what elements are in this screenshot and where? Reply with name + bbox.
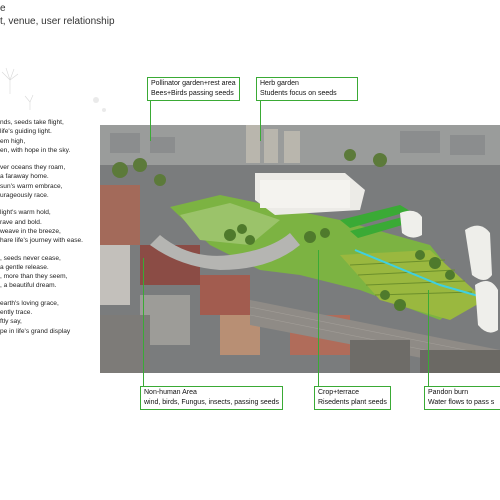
leader-line (428, 290, 429, 386)
header-line-2: t, venue, user relationship (0, 16, 115, 27)
poem-line: life's guiding light. (0, 128, 52, 136)
poem-line: , more than they seem, (0, 273, 68, 281)
leader-line (150, 101, 151, 141)
callout-herb-garden (256, 77, 358, 101)
header-line-1: e (0, 3, 6, 14)
callout-subtitle: Bees+Birds passing seeds (151, 90, 234, 97)
poem-line: light's warm hold, (0, 209, 51, 217)
poem-line: pe in life's grand display (0, 327, 71, 335)
callout-crop-terrace (314, 386, 391, 410)
poem-line: ver oceans they roam, (0, 164, 66, 172)
poem-stanza (0, 299, 110, 336)
callout-title: Herb garden (260, 80, 299, 87)
callout-subtitle: Risedents plant seeds (318, 399, 387, 406)
poem-line: sun's warm embrace, (0, 182, 63, 190)
poem-line: earth's loving grace, (0, 299, 59, 307)
leader-line (318, 250, 319, 386)
leader-line (143, 258, 144, 386)
poem-line: nds, seeds take flight, (0, 119, 64, 126)
callout-title: Pollinator garden+rest area (151, 80, 236, 87)
poem-line: em high, (0, 137, 26, 145)
dandelion-seed-illustration (0, 50, 110, 120)
callout-subtitle: Water flows to pass s (428, 399, 495, 406)
poem-stanza (0, 208, 110, 245)
poem-line: , a beautiful dream. (0, 282, 57, 290)
poem-stanza (0, 254, 110, 291)
callout-pollinator-garden (147, 77, 240, 101)
callout-subtitle: wind, birds, Fungus, insects, passing seeds (144, 399, 280, 406)
poem-line: rave and bold. (0, 218, 42, 226)
callout-title: Non-human Area (144, 389, 197, 396)
poem-stanza (0, 118, 110, 155)
callout-subtitle: Students focus on seeds (260, 90, 337, 97)
callout-pandon-burn (424, 386, 500, 410)
aerial-site-image (100, 125, 500, 373)
callout-title: Crop+terrace (318, 389, 360, 396)
callout-title: Pandon burn (428, 389, 469, 396)
poem-line: ftly say, (0, 318, 22, 326)
poem-line: , seeds never cease, (0, 254, 61, 262)
poem-text (0, 118, 110, 344)
aerial-site-illustration (100, 125, 500, 373)
poem-line: a faraway home. (0, 173, 49, 181)
poem-stanza (0, 163, 110, 200)
poem-line: en, with hope in the sky. (0, 146, 71, 154)
poem-line: ently trace. (0, 309, 33, 317)
poem-line: a gentle release. (0, 263, 49, 271)
leader-line (260, 101, 261, 141)
poem-line: weave in the breeze, (0, 227, 61, 235)
page-header (0, 2, 115, 28)
poem-line: urageously race. (0, 192, 49, 200)
poem-line: hare life's journey with ease. (0, 237, 83, 245)
callout-non-human-area (140, 386, 283, 410)
